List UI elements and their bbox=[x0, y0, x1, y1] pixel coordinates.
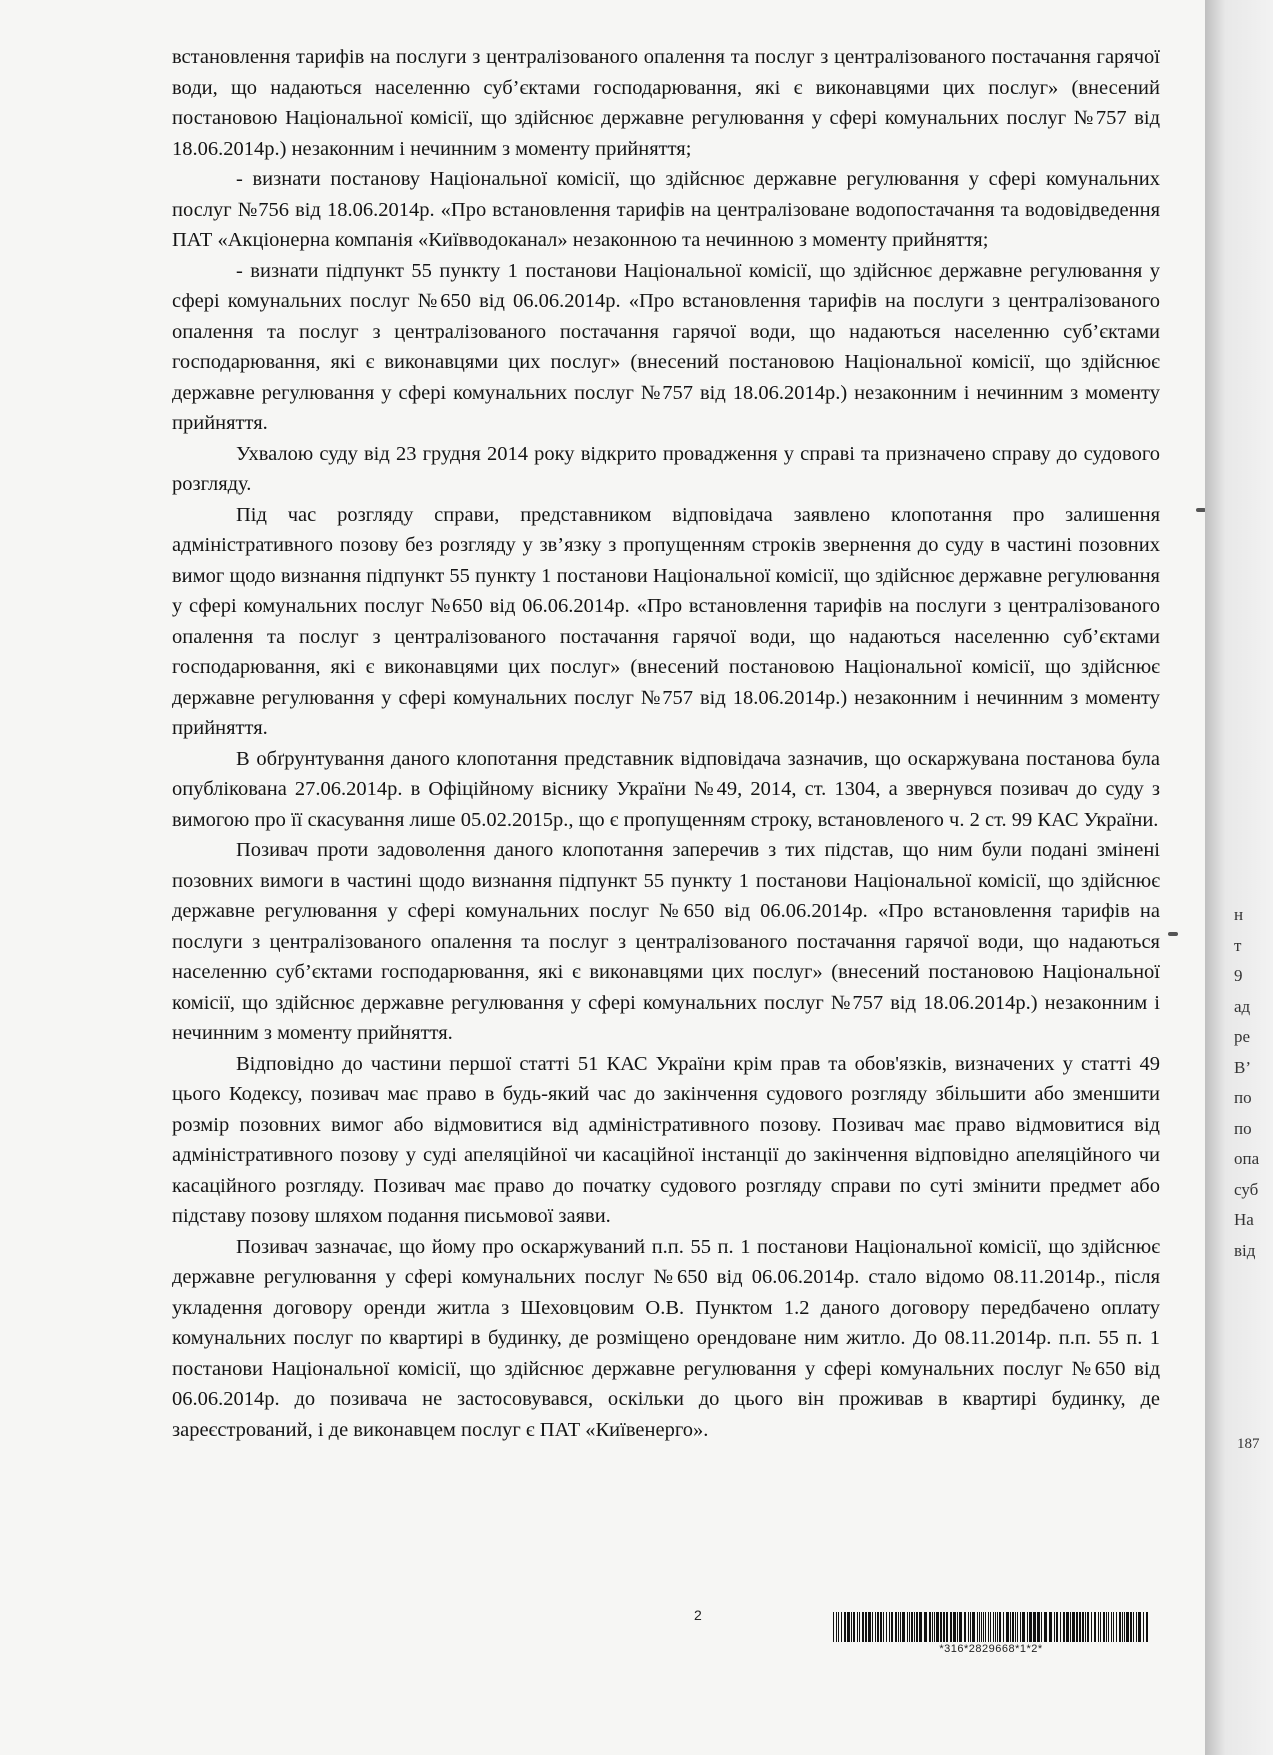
fragment: суб bbox=[1234, 1179, 1259, 1199]
fragment: по bbox=[1234, 1118, 1252, 1138]
fragment: ре bbox=[1234, 1027, 1251, 1046]
fragment: На bbox=[1234, 1210, 1254, 1229]
paragraph-6: В обґрунтування даного клопотання представник відповідача зазначив, що оскаржувана постанова була опублікована 27.06.2014р. в Офіційному віснику України №49, 2014, ст. 1304, а звернувся позивач до суду з вимогою про її скасування лише 05.02.2015р., що є пропущенням строку, встановленого ч. 2 ст. 99 КАС України. bbox=[172, 747, 1160, 831]
fragment: від bbox=[1234, 1240, 1256, 1260]
fragment: 9 bbox=[1234, 966, 1243, 985]
fragment: В’ bbox=[1234, 1057, 1251, 1077]
paragraph-4: Ухвалою суду від 23 грудня 2014 року відкрито провадження у справі та призначено справу до судового розгляду. bbox=[172, 442, 1160, 495]
paragraph-1: встановлення тарифів на послуги з централізованого опалення та послуг з централізованого постачання гарячої води, що надаються населенню суб’єктами господарювання, які є виконавцями цих послуг» (внесений постановою Національної комісії, що здійснює державне регулювання у сфері комунальних послуг №757 від 18.06.2014р.) незаконним і нечинним з моменту прийняття; bbox=[172, 46, 1160, 160]
staple-mark bbox=[1168, 932, 1178, 936]
adjacent-page-fragments bbox=[1234, 900, 1272, 1266]
fragment: ад bbox=[1234, 996, 1251, 1016]
barcode bbox=[833, 1612, 1149, 1655]
paragraph-7: Позивач проти задоволення даного клопотання заперечив з тих підстав, що ним були подані змінені позовних вимоги в частині щодо визнання підпункт 55 пункту 1 постанови Національної комісії, що здійснює державне регулювання у сфері комунальних послуг №650 від 06.06.2014р. «Про встановлення тарифів на послуги з централізованого опалення та послуг з централізованого постачання гарячої води, що надаються населенню суб’єктами господарювання, які є виконавцями цих послуг» (внесений постановою Національної комісії, що здійснює державне регулювання у сфері комунальних послуг №757 від 18.06.2014р.) незаконним і нечинним з моменту прийняття. bbox=[172, 839, 1160, 1044]
page-number: 2 bbox=[694, 1607, 702, 1623]
fragment: т bbox=[1234, 935, 1242, 955]
paragraph-5: Під час розгляду справи, представником відповідача заявлено клопотання про залишення адміністративного позову без розгляду у зв’язку з пропущенням строків звернення до суду в частині позовних вимог щодо визнання підпункт 55 пункту 1 постанови Національної комісії, що здійснює державне регулювання у сфері комунальних послуг №650 від 06.06.2014р. «Про встановлення тарифів на послуги з централізованого опалення та послуг з централізованого постачання гарячої води, що надаються населенню суб’єктами господарювання, які є виконавцями цих послуг» (внесений постановою Національної комісії, що здійснює державне регулювання у сфері комунальних послуг №757 від 18.06.2014р.) незаконним і нечинним з моменту прийняття. bbox=[172, 503, 1160, 739]
barcode-bars bbox=[833, 1612, 1149, 1642]
adjacent-page-edge bbox=[1205, 0, 1273, 1755]
paragraph-2: - визнати постанову Національної комісії, що здійснює державне регулювання у сфері комунальних послуг №756 від 18.06.2014р. «Про встановлення тарифів на централізоване водопостачання та водовідведення ПАТ «Акціонерна компанія «Київводоканал» незаконною та нечинною з моменту прийняття; bbox=[172, 168, 1160, 251]
paragraph-9: Позивач зазначає, що йому про оскаржуваний п.п. 55 п. 1 постанови Національної комісії, що здійснює державне регулювання у сфері комунальних послуг №650 від 06.06.2014р. стало відомо 08.11.2014р., після укладення договору оренди житла з Шеховцовим О.В. Пунктом 1.2 даного договору передбачено оплату комунальних послуг по квартирі в будинку, де розміщено орендоване ним житло. До 08.11.2014р. п.п. 55 п. 1 постанови Національної комісії, що здійснює державне регулювання у сфері комунальних послуг №650 від 06.06.2014р. до позивача не застосовувався, оскільки до цього він проживав в квартирі будинку, де зареєстрований, і де виконавцем послуг є ПАТ «Київенерго». bbox=[172, 1235, 1160, 1441]
fragment: н bbox=[1234, 905, 1244, 924]
paragraph-3: - визнати підпункт 55 пункту 1 постанови Національної комісії, що здійснює державне регулювання у сфері комунальних послуг №650 від 06.06.2014р. «Про встановлення тарифів на послуги з централізованого опалення та послуг з централізованого постачання гарячої води, що надаються населенню суб’єктами господарювання, які є виконавцями цих послуг» (внесений постановою Національної комісії, що здійснює державне регулювання у сфері комунальних послуг №757 від 18.06.2014р.) незаконним і нечинним з моменту прийняття. bbox=[172, 259, 1160, 434]
fragment: по bbox=[1234, 1088, 1252, 1107]
adjacent-page-number: 187 bbox=[1237, 1436, 1260, 1452]
paragraph-8: Відповідно до частини першої статті 51 КАС України крім прав та обов'язків, визначених у статті 49 цього Кодексу, позивач має право в будь-який час до закінчення судового розгляду збільшити або зменшити розмір позовних вимог або відмовитися від адміністративного позову. Позивач має право відмовитися від адміністративного позову у суді апеляційної чи касаційної інстанції до закінчення відповідно апеляційного чи касаційного розгляду. Позивач має право до початку судового розгляду справи по суті змінити предмет або підставу позову шляхом подання письмової заяви. bbox=[172, 1052, 1160, 1227]
fragment: опа bbox=[1234, 1149, 1260, 1168]
document-body bbox=[172, 42, 1160, 1445]
barcode-text: *316*2829668*1*2* bbox=[939, 1643, 1043, 1655]
